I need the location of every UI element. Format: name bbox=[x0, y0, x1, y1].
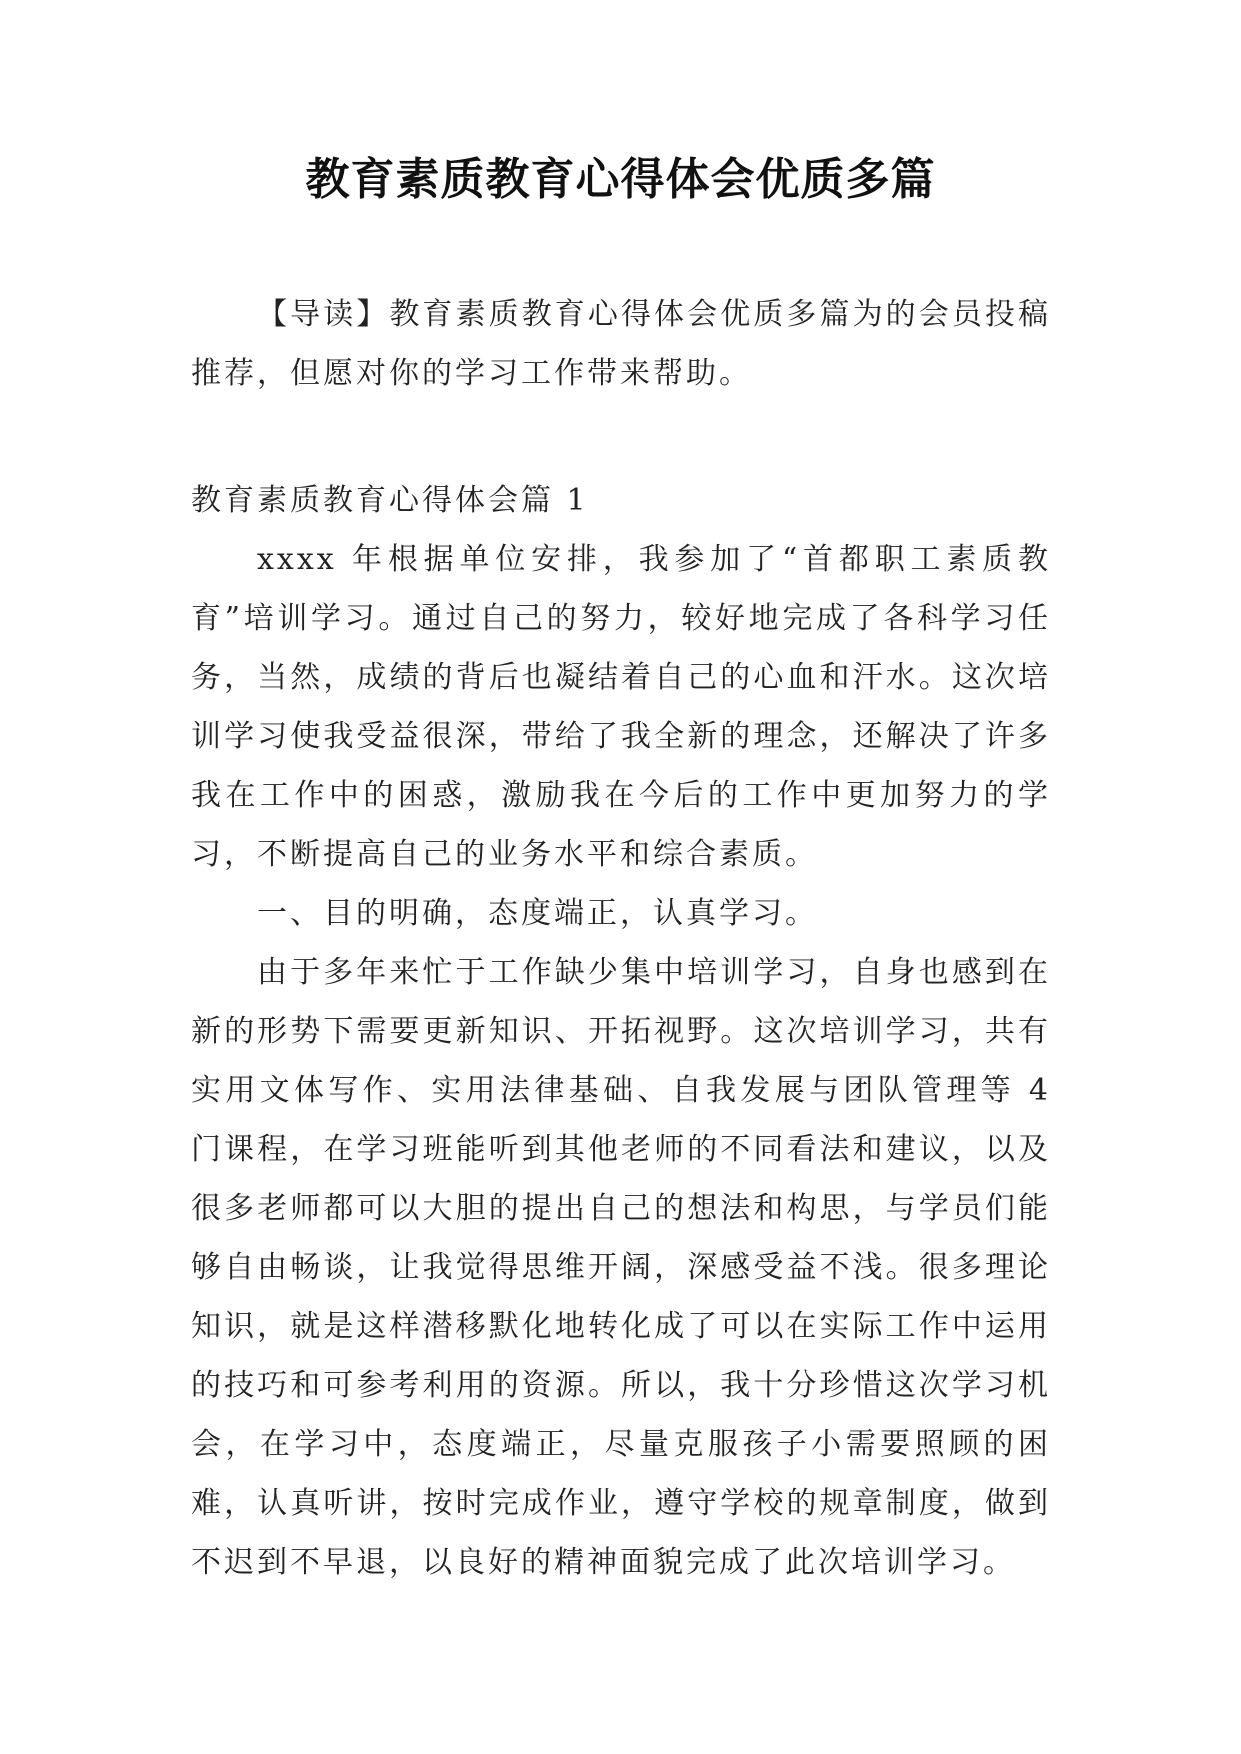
subheading-paragraph: 一、目的明确，态度端正，认真学习。 bbox=[257, 896, 818, 931]
section-heading: 教育素质教育心得体会篇 1 bbox=[191, 483, 589, 518]
document-body bbox=[191, 285, 1051, 1592]
intro-paragraph: 【导读】教育素质教育心得体会优质多篇为的会员投稿推荐，但愿对你的学习工作带来帮助。 bbox=[191, 297, 1051, 391]
document-title: 教育素质教育心得体会优质多篇 bbox=[305, 154, 936, 205]
body-paragraph-1: xxxx 年根据单位安排，我参加了“首都职工素质教育”培训学习。通过自己的努力，较好地完成了各科学习任务，当然，成绩的背后也凝结着自己的心血和汗水。这次培训学习使我受益很深，带给了我全新的理念，还解决了许多我在工作中的困惑，激励我在今后的工作中更加努力的学习，不断提高自己的业务水平和综合素质。 bbox=[191, 542, 1051, 872]
body-paragraph-2: 由于多年来忙于工作缺少集中培训学习，自身也感到在新的形势下需要更新知识、开拓视野。这次培训学习，共有实用文体写作、实用法律基础、自我发展与团队管理等 4 门课程，在学习班能听到其他老师的不同看法和建议，以及很多老师都可以大胆的提出自己的想法和构思，与学员们能够自由畅谈，让我觉得思维开阔，深感受益不浅。很多理论知识，就是这样潜移默化地转化成了可以在实际工作中运用的技巧和可参考利用的资源。所以，我十分珍惜这次学习机会，在学习中，态度端正，尽量克服孩子小需要照顾的困难，认真听讲，按时完成作业，遵守学校的规章制度，做到不迟到不早退，以良好的精神面貌完成了此次培训学习。 bbox=[191, 955, 1051, 1580]
